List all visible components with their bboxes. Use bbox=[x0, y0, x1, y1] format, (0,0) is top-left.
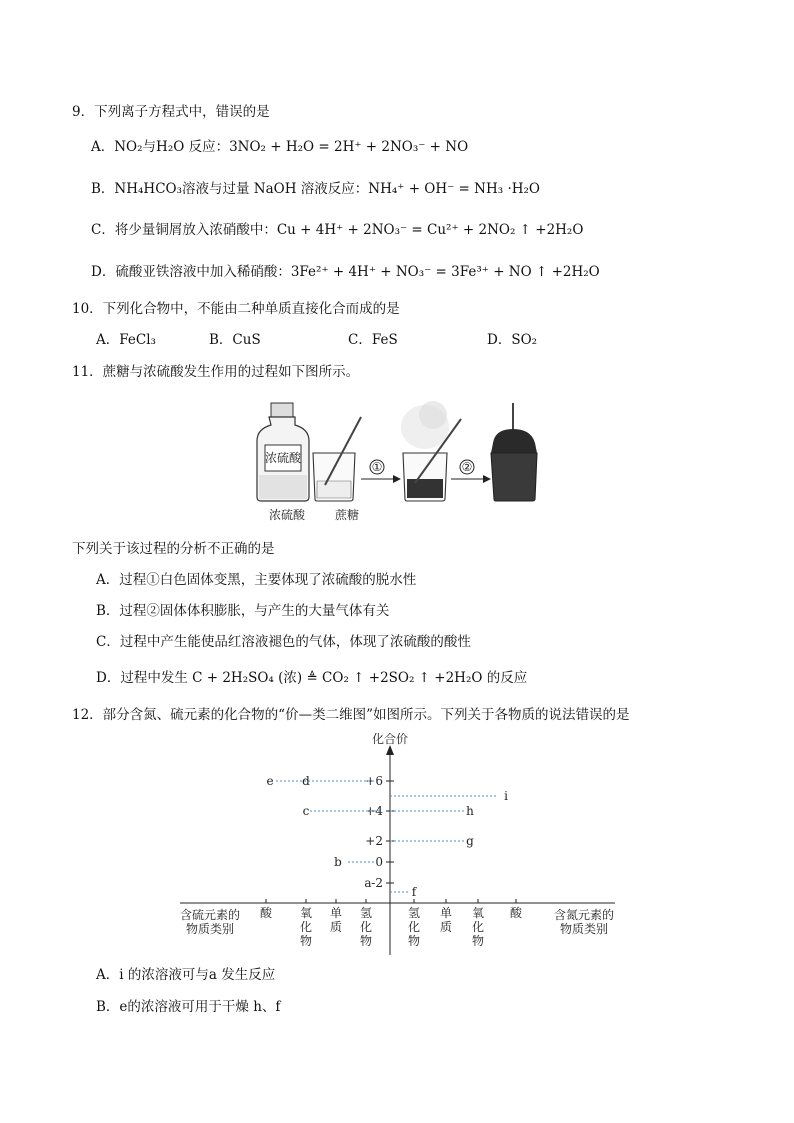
category-label-nitrogen: 氧化物 bbox=[471, 906, 485, 948]
point-b: b bbox=[334, 855, 342, 869]
right-end-label: 含氮元素的 bbox=[553, 908, 615, 922]
point-f: f bbox=[411, 885, 417, 899]
beaker-expanded bbox=[491, 403, 537, 501]
acid-bottle bbox=[257, 403, 309, 501]
y-tick-label: -2 bbox=[371, 876, 383, 890]
point-g: g bbox=[466, 834, 474, 848]
beaker-sugar bbox=[313, 417, 361, 501]
step2-label: ② bbox=[461, 460, 473, 474]
left-end-label: 含硫元素的 bbox=[179, 908, 241, 922]
q9-option-b: B．NH₄HCO₃溶液与过量 NaOH 溶液反应：NH₄⁺ + OH⁻ = NH₃ ·H₂O bbox=[91, 181, 540, 197]
valence-class-chart bbox=[170, 733, 630, 958]
q10-option-d: D．SO₂ bbox=[487, 332, 538, 348]
q11-option-a: A．过程①白色固体变黑，主要体现了浓硫酸的脱水性 bbox=[96, 572, 417, 588]
caption-acid: 浓硫酸 bbox=[268, 508, 306, 522]
point-h: h bbox=[466, 804, 474, 818]
q9-stem: 9．下列离子方程式中，错误的是 bbox=[72, 104, 270, 120]
q9-option-d: D．硫酸亚铁溶液中加入稀硝酸：3Fe²⁺ + 4H⁺ + NO₃⁻ = 3Fe³⁺ + NO ↑ +2H₂O bbox=[91, 264, 600, 280]
q10-option-b: B．CuS bbox=[209, 332, 261, 348]
q11-lead: 下列关于该过程的分析不正确的是 bbox=[72, 541, 275, 557]
step1-label: ① bbox=[371, 460, 383, 474]
category-label-nitrogen: 单质 bbox=[439, 906, 453, 934]
q10-option-c: C．FeS bbox=[348, 332, 398, 348]
y-tick-label: 0 bbox=[375, 855, 383, 869]
q9-option-c: C．将少量铜屑放入浓硝酸中：Cu + 4H⁺ + 2NO₃⁻ = Cu²⁺ + 2NO₂ ↑ +2H₂O bbox=[91, 222, 584, 238]
point-c: c bbox=[302, 804, 310, 818]
point-e: e bbox=[266, 774, 274, 788]
q12-option-b: B．e的浓溶液可用于干燥 h、f bbox=[96, 999, 281, 1015]
bottle-label: 浓硫酸 bbox=[264, 451, 302, 465]
dashed-guides bbox=[276, 781, 498, 892]
right-end-label: 物质类别 bbox=[559, 922, 609, 936]
y-axis-title: 化合价 bbox=[371, 733, 409, 746]
category-label-sulfur: 单质 bbox=[329, 906, 343, 934]
q11-option-d: D．过程中发生 C + 2H₂SO₄ (浓) ≜ CO₂ ↑ +2SO₂ ↑ +2H₂O 的反应 bbox=[96, 670, 528, 686]
q10-stem: 10．下列化合物中，不能由二种单质直接化合而成的是 bbox=[72, 301, 400, 317]
category-label-nitrogen: 酸 bbox=[509, 906, 523, 920]
left-end-label: 物质类别 bbox=[185, 922, 235, 936]
q9-option-a: A．NO₂与H₂O 反应：3NO₂ + H₂O = 2H⁺ + 2NO₃⁻ + NO bbox=[91, 139, 469, 155]
q12-stem: 12．部分含氮、硫元素的化合物的“价—类二维图”如图所示。下列关于各物质的说法错误的是 bbox=[72, 707, 630, 723]
q11-stem: 11．蔗糖与浓硫酸发生作用的过程如下图所示。 bbox=[72, 364, 360, 380]
arrow-step1 bbox=[361, 460, 401, 483]
category-label-nitrogen: 氢化物 bbox=[407, 906, 421, 948]
x-ticks bbox=[266, 899, 516, 903]
category-label-sulfur: 酸 bbox=[259, 906, 273, 920]
arrow-step2 bbox=[451, 460, 491, 483]
category-label-sulfur: 氢化物 bbox=[359, 906, 373, 948]
y-tick-label: +2 bbox=[365, 834, 383, 848]
point-i: i bbox=[504, 789, 508, 803]
q11-option-c: C．过程中产生能使品红溶液褪色的气体，体现了浓硫酸的酸性 bbox=[96, 634, 471, 650]
caption-sugar: 蔗糖 bbox=[334, 508, 360, 522]
sugar-acid-figure bbox=[255, 395, 545, 525]
q12-option-a: A．i 的浓溶液可与a 发生反应 bbox=[96, 967, 276, 983]
q11-option-b: B．过程②固体体积膨胀，与产生的大量气体有关 bbox=[96, 603, 390, 619]
q10-option-a: A．FeCl₃ bbox=[96, 332, 156, 348]
point-a: a bbox=[364, 876, 372, 890]
category-labels bbox=[260, 906, 523, 948]
category-label-sulfur: 氧化物 bbox=[299, 906, 313, 948]
y-tick-label: +6 bbox=[365, 774, 383, 788]
y-tick-label: +4 bbox=[365, 804, 383, 818]
beaker-blackening bbox=[401, 401, 461, 501]
point-d: d bbox=[302, 774, 310, 788]
